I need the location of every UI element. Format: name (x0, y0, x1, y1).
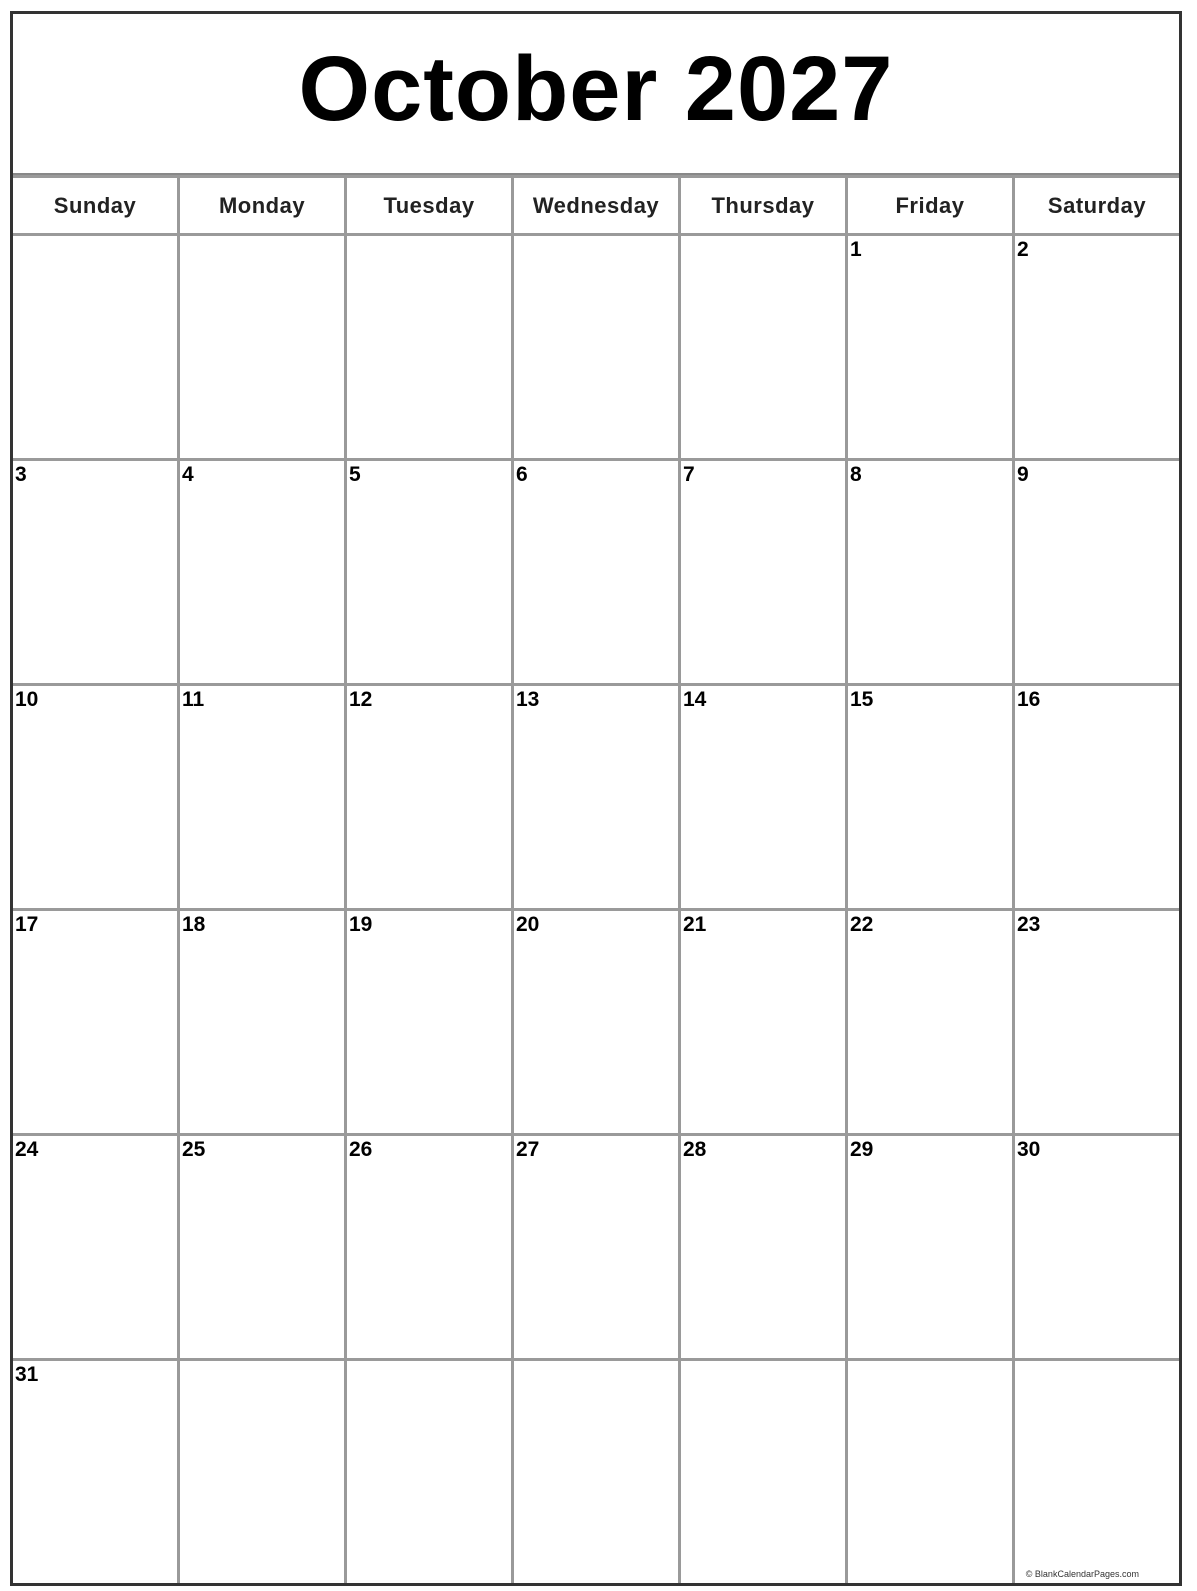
day-cell (848, 911, 1012, 1133)
calendar-page (10, 11, 1182, 1586)
day-number: 13 (516, 688, 540, 711)
day-cell (1015, 686, 1179, 908)
day-cell (514, 461, 678, 683)
credit-text: © BlankCalendarPages.com (1025, 1569, 1139, 1579)
day-number: 3 (15, 463, 27, 486)
day-cell (347, 236, 511, 458)
day-number: 4 (182, 463, 194, 486)
day-cell (514, 911, 678, 1133)
day-number: 18 (182, 913, 206, 936)
day-number: 16 (1017, 688, 1041, 711)
day-cell (681, 461, 845, 683)
day-cell (13, 911, 177, 1133)
day-cell (681, 686, 845, 908)
day-number: 11 (182, 688, 205, 711)
day-cell (514, 236, 678, 458)
day-cell (180, 461, 344, 683)
day-cell (1015, 1361, 1179, 1583)
day-cell (514, 1361, 678, 1583)
day-cell (848, 461, 1012, 683)
day-number: 24 (15, 1138, 39, 1161)
day-cell (13, 1136, 177, 1358)
day-number: 12 (349, 688, 373, 711)
day-number: 26 (349, 1138, 373, 1161)
day-number: 5 (349, 463, 361, 486)
month-title: October 2027 (298, 38, 894, 140)
day-cell (681, 911, 845, 1133)
day-cell (848, 236, 1012, 458)
weekday-friday: Friday (848, 178, 1012, 233)
day-number: 8 (850, 463, 862, 486)
day-number: 6 (516, 463, 528, 486)
day-cell (347, 911, 511, 1133)
day-cell (514, 1136, 678, 1358)
weekday-sunday: Sunday (13, 178, 177, 233)
day-cell (681, 1136, 845, 1358)
day-cell (848, 1136, 1012, 1358)
day-cell (180, 911, 344, 1133)
day-cell (514, 686, 678, 908)
day-number: 17 (15, 913, 39, 936)
day-number: 21 (683, 913, 707, 936)
day-number: 23 (1017, 913, 1041, 936)
day-number: 10 (15, 688, 39, 711)
day-number: 29 (850, 1138, 874, 1161)
day-number: 31 (15, 1363, 39, 1386)
day-number: 25 (182, 1138, 206, 1161)
weekday-thursday: Thursday (681, 178, 845, 233)
day-cell (180, 236, 344, 458)
day-number: 14 (683, 688, 707, 711)
day-cell (1015, 461, 1179, 683)
day-cell (13, 236, 177, 458)
day-number: 2 (1017, 238, 1029, 261)
calendar-grid (13, 175, 1179, 1583)
day-cell (180, 686, 344, 908)
day-cell (1015, 1136, 1179, 1358)
day-cell (13, 686, 177, 908)
day-cell (180, 1136, 344, 1358)
day-number: 20 (516, 913, 540, 936)
weekday-saturday: Saturday (1015, 178, 1179, 233)
day-number: 19 (349, 913, 373, 936)
day-number: 9 (1017, 463, 1029, 486)
day-cell (13, 1361, 177, 1583)
weekday-monday: Monday (180, 178, 344, 233)
day-cell (681, 236, 845, 458)
day-number: 1 (850, 238, 862, 261)
day-number: 27 (516, 1138, 540, 1161)
title-bar (13, 14, 1179, 175)
day-cell (347, 1361, 511, 1583)
day-number: 28 (683, 1138, 707, 1161)
day-number: 30 (1017, 1138, 1041, 1161)
day-cell (1015, 911, 1179, 1133)
day-cell (347, 686, 511, 908)
day-number: 7 (683, 463, 695, 486)
day-cell (347, 461, 511, 683)
day-number: 22 (850, 913, 874, 936)
day-cell (347, 1136, 511, 1358)
day-number: 15 (850, 688, 874, 711)
day-cell (1015, 236, 1179, 458)
day-cell (681, 1361, 845, 1583)
day-cell (180, 1361, 344, 1583)
weekday-tuesday: Tuesday (347, 178, 511, 233)
day-cell (13, 461, 177, 683)
day-cell (848, 686, 1012, 908)
weekday-wednesday: Wednesday (514, 178, 678, 233)
day-cell (848, 1361, 1012, 1583)
